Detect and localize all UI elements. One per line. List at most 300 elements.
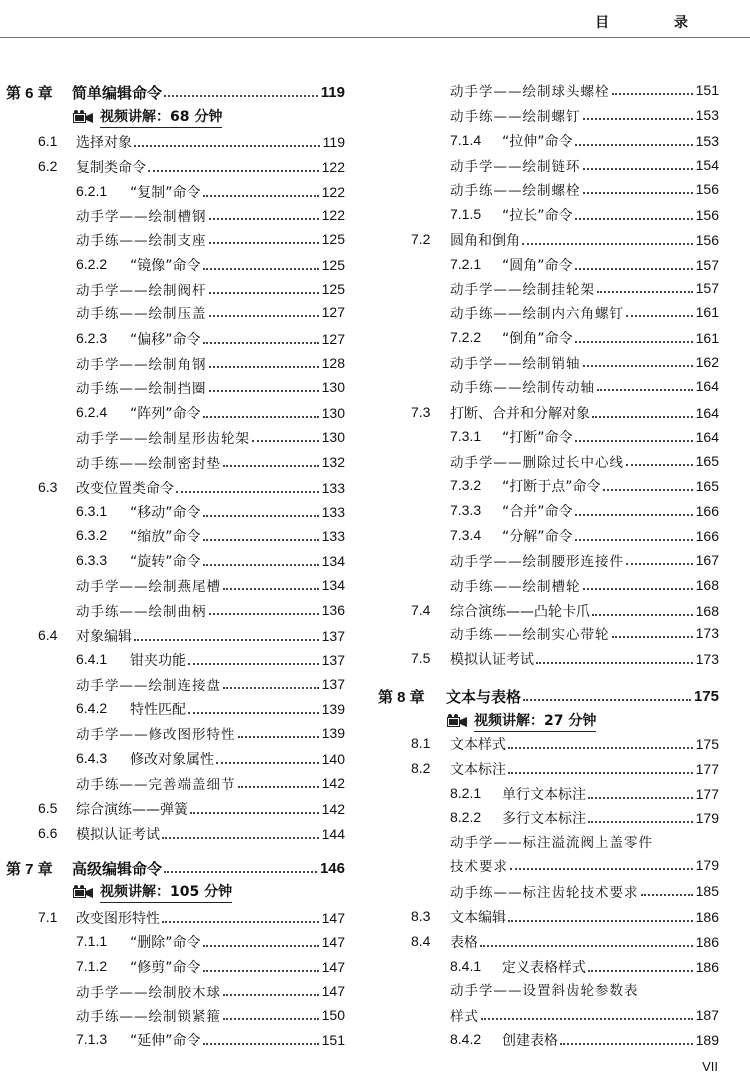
toc-page-number: 168 <box>695 577 719 593</box>
toc-entry-line <box>450 647 719 671</box>
toc-subsection-number: 6.2.1 <box>76 183 108 199</box>
toc-entry-line <box>450 177 719 201</box>
toc-leader-dots <box>481 1018 693 1020</box>
toc-page-number: 132 <box>321 454 345 470</box>
toc-subsection-entry[interactable] <box>0 499 719 523</box>
toc-entry-line <box>450 1003 719 1027</box>
toc-entry-title: 动手练——绘制压盖 <box>76 306 207 322</box>
toc-entry-title: 钳夹功能 <box>130 653 186 669</box>
toc-subsection-number: 6.3.1 <box>76 503 108 519</box>
toc-page-number: 127 <box>321 304 345 320</box>
toc-page-number: 179 <box>695 857 719 873</box>
toc-subsection-entry[interactable] <box>0 203 719 227</box>
toc-entry-title: 定义表格样式 <box>502 960 586 976</box>
video-lecture-text: 视频讲解：27 分钟 <box>474 710 596 732</box>
toc-entry-title: 动手练——绘制曲柄 <box>76 604 207 620</box>
toc-entry-title: “旋转”命令 <box>130 554 201 570</box>
toc-practice-entry[interactable] <box>0 350 719 374</box>
toc-leader-dots <box>575 218 693 220</box>
toc-leader-dots <box>560 1043 693 1045</box>
toc-page-number: 147 <box>321 983 345 999</box>
toc-entry-title: 多行文本标注 <box>502 811 586 827</box>
toc-entry-line <box>450 350 719 374</box>
toc-leader-dots <box>612 93 693 95</box>
toc-subsection-entry[interactable] <box>0 253 719 277</box>
toc-page-number: 156 <box>695 207 719 223</box>
toc-page-number: 165 <box>695 453 719 469</box>
toc-entry-title: 动手学——绘制星形齿轮架 <box>76 431 250 447</box>
toc-page-number: 189 <box>695 1032 719 1048</box>
toc-section-number: 6.1 <box>38 133 58 149</box>
toc-page-number: 157 <box>695 257 719 273</box>
toc-entry-title: 技术要求 <box>450 859 508 875</box>
toc-entry-line <box>450 374 719 398</box>
toc-entry-line <box>450 573 719 597</box>
toc-page-number: 144 <box>321 826 345 842</box>
toc-practice-entry[interactable] <box>0 879 719 903</box>
toc-entry-title: “移动”命令 <box>130 505 201 521</box>
toc-page-number: 165 <box>695 478 719 494</box>
toc-entry-line <box>450 153 719 177</box>
toc-page-number: 146 <box>319 859 345 877</box>
toc-leader-dots <box>583 118 693 120</box>
toc-entry-line <box>502 326 719 350</box>
toc-entry-line <box>450 599 719 623</box>
toc-entry-title: 文本编辑 <box>450 910 506 926</box>
toc-section-number: 6.4 <box>38 627 58 643</box>
toc-practice-entry[interactable] <box>0 276 719 300</box>
toc-page-number: 168 <box>695 603 719 619</box>
toc-practice-entry[interactable] <box>0 829 719 853</box>
toc-section-entry[interactable] <box>0 647 719 671</box>
toc-page-number: 147 <box>321 910 345 926</box>
toc-entry-title: 模拟认证考试 <box>76 827 160 843</box>
toc-entry-line <box>450 300 719 324</box>
toc-entry-title: 改变位置类命令 <box>76 481 174 497</box>
toc-chapter-entry[interactable] <box>0 684 719 708</box>
toc-entry-title: “复制”命令 <box>130 185 201 201</box>
toc-entry-line <box>450 853 719 877</box>
toc-entry-title: 动手学——绘制销轴 <box>450 356 581 372</box>
toc-entry-title: “镜像”命令 <box>130 258 201 274</box>
toc-entry-title: 高级编辑命令 <box>72 859 163 878</box>
toc-subsection-entry[interactable] <box>0 129 719 153</box>
toc-entry-line <box>450 829 719 853</box>
toc-leader-dots <box>626 563 693 565</box>
toc-page-number: 177 <box>695 761 719 777</box>
toc-entry-title: 动手学——绘制连接盘 <box>76 678 221 694</box>
toc-page-number: 185 <box>695 883 719 899</box>
toc-entry-title: 修改对象属性 <box>130 752 214 768</box>
toc-page-number: 128 <box>321 355 345 371</box>
toc-chapter-number: 第 6 章 <box>6 85 53 102</box>
toc-entry-line <box>502 806 719 830</box>
toc-leader-dots <box>523 699 691 701</box>
toc-entry-title: 选择对象 <box>76 135 132 151</box>
toc-entry-title: 样式 <box>450 1009 479 1025</box>
toc-entry-line <box>450 732 719 756</box>
toc-subsection-entry[interactable] <box>0 524 719 548</box>
toc-entry-title: 模拟认证考试 <box>450 652 534 668</box>
toc-page-number: 137 <box>321 652 345 668</box>
toc-page-number: 162 <box>695 354 719 370</box>
toc-entry-line <box>450 879 719 903</box>
toc-entry-title: 动手练——绘制支座 <box>76 233 207 249</box>
toc-entry-title: 动手学——绘制阀杆 <box>76 283 207 299</box>
toc-entry-line <box>450 930 719 954</box>
toc-page-number: 151 <box>321 1032 345 1048</box>
toc-entry-line <box>450 621 719 645</box>
toc-entry-title: 复制类命令 <box>76 160 146 176</box>
toc-entry-title: “修剪”命令 <box>130 960 201 976</box>
toc-practice-entry[interactable] <box>0 374 719 398</box>
toc-subsection-number: 7.3.2 <box>450 477 482 493</box>
toc-entry-title: 动手学——删除过长中心线 <box>450 455 624 471</box>
toc-page-number: 156 <box>695 232 719 248</box>
toc-section-number: 7.1 <box>38 909 58 925</box>
toc-entry-title: 文本样式 <box>450 737 506 753</box>
toc-entry-line <box>502 203 719 227</box>
toc-entry-title: “合并”命令 <box>502 504 573 520</box>
toc-page-number: 142 <box>321 801 345 817</box>
toc-page-number: 153 <box>695 107 719 123</box>
toc-subsection-number: 7.1.5 <box>450 206 482 222</box>
toc-section-number: 8.1 <box>411 735 431 751</box>
toc-page-number: 130 <box>321 429 345 445</box>
toc-page-number: 137 <box>321 628 345 644</box>
toc-subsection-entry[interactable] <box>0 326 719 350</box>
toc-leader-dots <box>603 489 693 491</box>
toc-page-number: 139 <box>321 725 345 741</box>
toc-practice-entry[interactable] <box>0 573 719 597</box>
toc-page-number: 164 <box>695 378 719 394</box>
video-lecture-text: 视频讲解：68 分钟 <box>100 106 222 128</box>
toc-entry-title: 动手学——设置斜齿轮参数表 <box>450 983 639 999</box>
toc-page-number: 166 <box>695 528 719 544</box>
toc-entry-title: 文本与表格 <box>446 687 522 706</box>
toc-entry-line <box>502 955 719 979</box>
toc-leader-dots <box>626 464 693 466</box>
toc-page-number: 119 <box>320 83 345 101</box>
toc-page-number: 187 <box>695 1007 719 1023</box>
toc-entry-title: 动手练——绘制传动轴 <box>450 380 595 396</box>
toc-leader-dots <box>583 192 693 194</box>
toc-section-number: 6.2 <box>38 158 58 174</box>
toc-leader-dots <box>508 920 693 922</box>
toc-subsection-entry[interactable] <box>0 955 719 979</box>
toc-leader-dots <box>583 168 693 170</box>
toc-entry-title: 动手学——绘制挂轮架 <box>450 282 595 298</box>
toc-subsection-number: 6.4.2 <box>76 700 108 716</box>
toc-page-number: 125 <box>321 281 345 297</box>
toc-entry-title: 动手学——绘制燕尾槽 <box>76 579 221 595</box>
toc-entry-line <box>502 1028 719 1052</box>
toc-practice-entry[interactable] <box>0 548 719 572</box>
toc-entry-title: 动手学——标注溢流阀上盖零件 <box>450 835 653 851</box>
toc-leader-dots <box>597 389 693 391</box>
toc-entry-title: 改变图形特性 <box>76 911 160 927</box>
toc-section-number: 7.5 <box>411 650 431 666</box>
toc-entry-title: 动手学——绘制槽钢 <box>76 209 207 225</box>
toc-page-number: 186 <box>695 934 719 950</box>
toc-practice-entry[interactable] <box>0 177 719 201</box>
toc-entry-line <box>446 684 719 708</box>
toc-entry-title: 动手练——绘制锁紧箍 <box>76 1009 221 1025</box>
toc-section-entry[interactable] <box>0 905 719 929</box>
toc-entry-title: 动手学——绘制胶木球 <box>76 985 221 1001</box>
toc-page-number: 122 <box>321 207 345 223</box>
toc-subsection-entry[interactable] <box>0 1028 719 1052</box>
toc-page-number: 125 <box>321 257 345 273</box>
toc-leader-dots <box>575 539 693 541</box>
toc-entry-title: 文本标注 <box>450 762 506 778</box>
toc-page-number: 151 <box>695 82 719 98</box>
toc-entry-title: 单行文本标注 <box>502 787 586 803</box>
toc-subsection-number: 6.4.1 <box>76 651 108 667</box>
toc-page-number: 175 <box>695 736 719 752</box>
toc-page-number: 156 <box>695 181 719 197</box>
toc-section-number: 7.2 <box>411 231 431 247</box>
toc-subsection-number: 6.2.3 <box>76 330 108 346</box>
toc-entry-title: 动手学——绘制角钢 <box>76 357 207 373</box>
toc-page-number: 122 <box>321 184 345 200</box>
toc-leader-dots <box>480 945 693 947</box>
toc-chapter-number: 第 7 章 <box>6 861 53 878</box>
toc-subsection-number: 6.2.4 <box>76 404 108 420</box>
toc-entry-line <box>502 782 719 806</box>
toc-page-number: 134 <box>321 553 345 569</box>
toc-subsection-number: 7.2.2 <box>450 329 482 345</box>
toc-page-number: 140 <box>321 751 345 767</box>
toc-practice-entry[interactable] <box>0 1003 719 1027</box>
toc-subsection-number: 6.4.3 <box>76 750 108 766</box>
toc-section-number: 8.2 <box>411 760 431 776</box>
toc-entry-line <box>450 449 719 473</box>
toc-leader-dots <box>575 440 693 442</box>
toc-entry-title: “阵列”命令 <box>130 406 201 422</box>
toc-page-number: 177 <box>695 786 719 802</box>
toc-page-number: 175 <box>693 687 719 705</box>
toc-page-number: 153 <box>695 133 719 149</box>
toc-leader-dots <box>575 268 693 270</box>
header-title: 目 录 <box>595 15 718 31</box>
toc-entry-title: 动手练——绘制实心带轮 <box>450 627 610 643</box>
toc-subsection-entry[interactable] <box>0 782 719 806</box>
toc-entry-title: 动手练——绘制螺栓 <box>450 183 581 199</box>
toc-subsection-entry[interactable] <box>0 806 719 830</box>
toc-entry-title: “偏移”命令 <box>130 332 201 348</box>
toc-practice-entry[interactable] <box>0 153 719 177</box>
toc-page-number: 164 <box>695 429 719 445</box>
toc-page-number: 125 <box>321 231 345 247</box>
toc-leader-dots <box>592 416 693 418</box>
toc-section-entry[interactable] <box>0 228 719 252</box>
toc-section-number: 8.4 <box>411 933 431 949</box>
toc-page-number: 137 <box>321 676 345 692</box>
toc-entry-line <box>502 524 719 548</box>
toc-leader-dots <box>508 747 693 749</box>
toc-leader-dots <box>592 614 693 616</box>
toc-leader-dots <box>575 341 693 343</box>
toc-page-number: 130 <box>321 405 345 421</box>
toc-subsection-entry[interactable] <box>0 474 719 498</box>
toc-practice-entry[interactable] <box>0 103 719 127</box>
toc-section-entry[interactable] <box>0 599 719 623</box>
toc-section-entry[interactable] <box>0 732 719 756</box>
toc-subsection-number: 8.4.1 <box>450 958 482 974</box>
toc-entry-line <box>450 401 719 425</box>
toc-subsection-number: 8.2.1 <box>450 785 482 801</box>
toc-entry-title: “分解”命令 <box>502 529 573 545</box>
toc-entry-title: 动手练——绘制螺钉 <box>450 109 581 125</box>
toc-leader-dots <box>588 821 693 823</box>
toc-entry-title: 动手学——绘制球头螺栓 <box>450 84 610 100</box>
toc-entry-title: “缩放”命令 <box>130 529 201 545</box>
toc-page-number: 139 <box>321 701 345 717</box>
toc-page-number: 186 <box>695 959 719 975</box>
toc-page-number: 167 <box>695 552 719 568</box>
toc-subsection-number: 7.3.1 <box>450 428 482 444</box>
toc-page-number: 130 <box>321 379 345 395</box>
toc-page-number: 134 <box>321 577 345 593</box>
toc-subsection-number: 7.1.1 <box>76 933 108 949</box>
toc-page-number: 161 <box>695 304 719 320</box>
toc-subsection-number: 7.2.1 <box>450 256 482 272</box>
toc-page-number: 133 <box>321 480 345 496</box>
toc-practice-entry[interactable] <box>0 853 719 877</box>
toc-entry-line <box>502 253 719 277</box>
toc-subsection-entry[interactable] <box>0 425 719 449</box>
toc-page-number: 147 <box>321 959 345 975</box>
toc-section-number: 6.6 <box>38 825 58 841</box>
toc-subsection-number: 8.2.2 <box>450 809 482 825</box>
toc-entry-title: “延伸”命令 <box>130 1033 201 1049</box>
toc-page-number: 133 <box>321 528 345 544</box>
toc-page-number: 173 <box>695 625 719 641</box>
toc-entry-line <box>502 425 719 449</box>
toc-page-number: 147 <box>321 934 345 950</box>
toc-subsection-number: 7.1.2 <box>76 958 108 974</box>
toc-page-number: 122 <box>321 159 345 175</box>
toc-page-number: 161 <box>695 330 719 346</box>
toc-leader-dots <box>522 243 693 245</box>
toc-entry-title: 动手练——绘制槽轮 <box>450 579 581 595</box>
toc-leader-dots <box>508 772 693 774</box>
toc-page-number: 173 <box>695 651 719 667</box>
toc-practice-entry[interactable] <box>0 621 719 645</box>
toc-section-entry[interactable] <box>0 757 719 781</box>
toc-entry-title: “打断”命令 <box>502 430 573 446</box>
toc-section-number: 6.3 <box>38 479 58 495</box>
toc-leader-dots <box>536 662 693 664</box>
toc-entry-line <box>502 499 719 523</box>
toc-entry-title: “删除”命令 <box>130 935 201 951</box>
toc-entry-title: 对象编辑 <box>76 629 132 645</box>
toc-page-number: 179 <box>695 810 719 826</box>
toc-page-number: 166 <box>695 503 719 519</box>
toc-entry-line <box>450 548 719 572</box>
toc-entry-title: 动手学——修改图形特性 <box>76 727 236 743</box>
toc-subsection-number: 8.4.2 <box>450 1031 482 1047</box>
toc-entry-line <box>502 129 719 153</box>
toc-practice-entry[interactable] <box>0 300 719 324</box>
toc-practice-entry[interactable] <box>0 449 719 473</box>
toc-leader-dots <box>641 894 693 896</box>
toc-page-number: 157 <box>695 280 719 296</box>
toc-section-entry[interactable] <box>0 401 719 425</box>
toc-subsection-number: 7.1.3 <box>76 1031 108 1047</box>
toc-entry-title: 综合演练——弹簧 <box>76 802 188 818</box>
toc-entry-line <box>450 276 719 300</box>
toc-page-number: 142 <box>321 775 345 791</box>
toc-entry-line <box>502 474 719 498</box>
toc-leader-dots <box>612 636 693 638</box>
toc-subsection-number: 7.3.4 <box>450 527 482 543</box>
toc-entry-title: 综合演练——凸轮卡爪 <box>450 604 590 620</box>
toc-entry-line <box>450 977 719 1001</box>
toc-entry-title: 动手练——绘制内六角螺钉 <box>450 306 624 322</box>
toc-section-entry[interactable] <box>0 930 719 954</box>
toc-entry-title: 动手练——绘制挡圈 <box>76 381 207 397</box>
toc-leader-dots <box>575 514 693 516</box>
toc-section-number: 7.3 <box>411 404 431 420</box>
toc-entry-title: 圆角和倒角 <box>450 233 520 249</box>
toc-section-number: 8.3 <box>411 908 431 924</box>
toc-page-number: 133 <box>321 504 345 520</box>
toc-entry-line <box>450 905 719 929</box>
toc-page-number: 136 <box>321 602 345 618</box>
toc-page-number: 119 <box>322 134 345 150</box>
toc-leader-dots <box>597 291 693 293</box>
toc-leader-dots <box>588 970 693 972</box>
toc-leader-dots <box>588 797 693 799</box>
toc-leader-dots <box>583 365 693 367</box>
toc-entry-title: 动手练——绘制密封垫 <box>76 456 221 472</box>
toc-practice-entry[interactable] <box>0 78 719 102</box>
toc-subsection-number: 7.3.3 <box>450 502 482 518</box>
toc-entry-title: 特性匹配 <box>130 702 186 718</box>
toc-section-number: 7.4 <box>411 602 431 618</box>
toc-entry-line <box>450 228 719 252</box>
toc-practice-entry[interactable] <box>0 977 719 1001</box>
toc-subsection-number: 6.3.3 <box>76 552 108 568</box>
page-number: VII <box>702 1059 718 1074</box>
toc-leader-dots <box>575 144 693 146</box>
toc-leader-dots <box>583 588 693 590</box>
toc-page-number: 127 <box>321 331 345 347</box>
toc-leader-dots <box>626 315 693 317</box>
toc-page-number: 150 <box>321 1007 345 1023</box>
toc-section-number: 6.5 <box>38 800 58 816</box>
toc-page-number: 164 <box>695 405 719 421</box>
toc-leader-dots <box>510 868 693 870</box>
video-lecture-text: 视频讲解：105 分钟 <box>100 881 232 903</box>
toc-entry-line <box>450 103 719 127</box>
toc-entry-title: “圆角”命令 <box>502 258 573 274</box>
toc-entry-title: “拉长”命令 <box>502 208 573 224</box>
video-lecture-label <box>446 709 596 733</box>
toc-subsection-number: 6.3.2 <box>76 527 108 543</box>
toc-entry-line <box>450 78 719 102</box>
toc-chapter-number: 第 8 章 <box>378 689 425 706</box>
toc-subsection-number: 6.2.2 <box>76 256 108 272</box>
toc-entry-title: 打断、合并和分解对象 <box>450 406 590 422</box>
toc-entry-title: 表格 <box>450 935 478 951</box>
toc-entry-title: “拉伸”命令 <box>502 134 573 150</box>
toc-entry-title: “打断于点”命令 <box>502 479 601 495</box>
toc-page-number: 186 <box>695 909 719 925</box>
toc-entry-title: 简单编辑命令 <box>72 83 163 102</box>
